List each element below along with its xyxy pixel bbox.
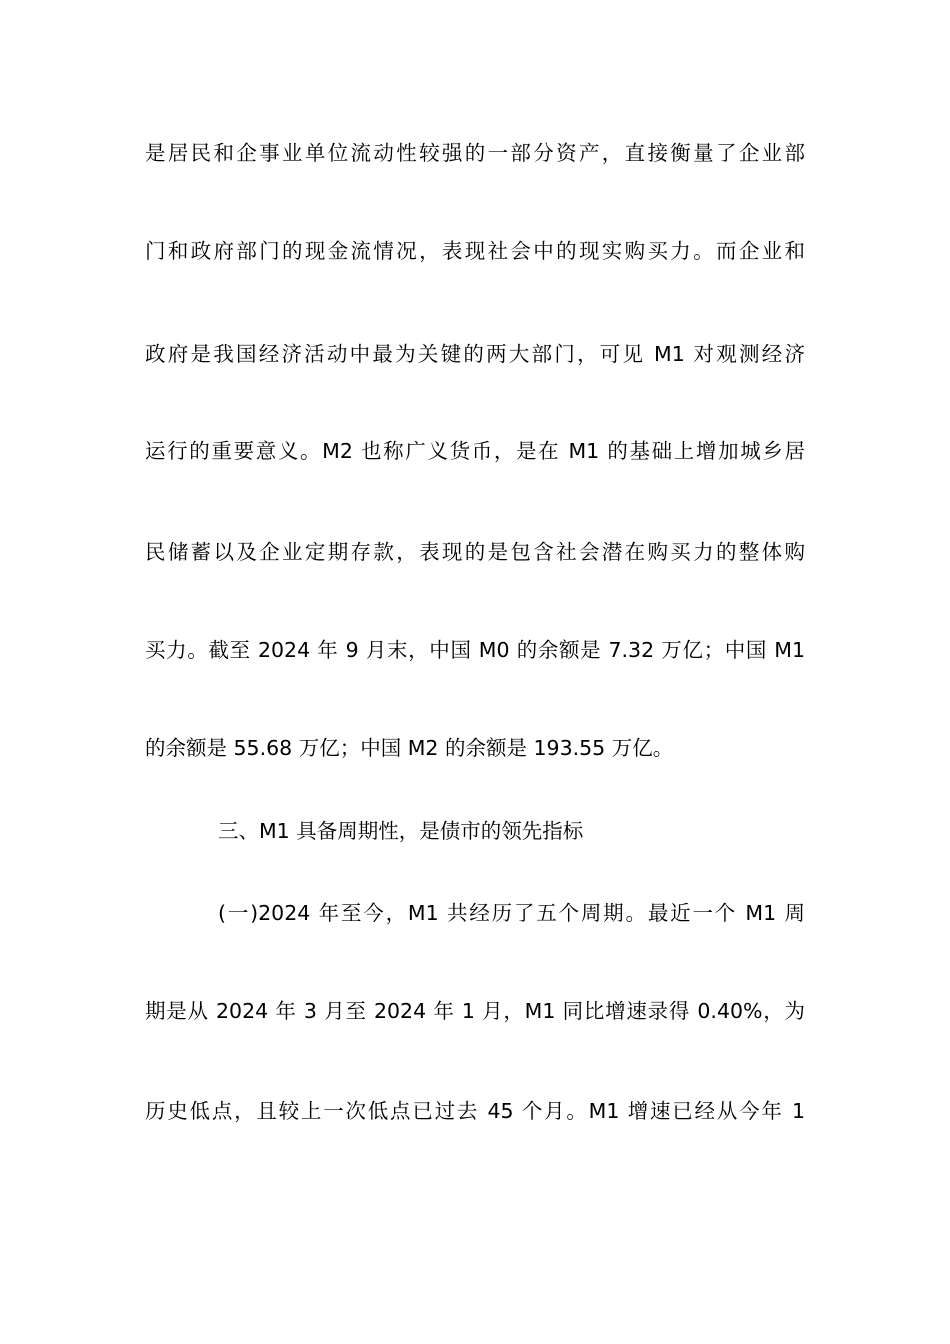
paragraph-line: 买力。截至 2024 年 9 月末，中国 M0 的余额是 7.32 万亿；中国 M1 (145, 638, 805, 662)
paragraph-line: 是居民和企事业单位流动性较强的一部分资产，直接衡量了企业部 (145, 141, 805, 165)
paragraph-line-last: 的余额是 55.68 万亿；中国 M2 的余额是 193.55 万亿。 (145, 736, 674, 760)
section-heading: 三、M1 具备周期性，是债市的领先指标 (218, 819, 584, 843)
paragraph-line: 历史低点，且较上一次低点已过去 45 个月。M1 增速已经从今年 1 (145, 1099, 805, 1123)
paragraph-line: 民储蓄以及企业定期存款，表现的是包含社会潜在购买力的整体购 (145, 540, 805, 564)
paragraph-line: 门和政府部门的现金流情况，表现社会中的现实购买力。而企业和 (145, 239, 805, 263)
paragraph-line: 期是从 2024 年 3 月至 2024 年 1 月，M1 同比增速录得 0.40%，为 (145, 999, 805, 1023)
paragraph-line-first: (一)2024 年至今，M1 共经历了五个周期。最近一个 M1 周 (218, 901, 805, 925)
paragraph-line: 政府是我国经济活动中最为关键的两大部门，可见 M1 对观测经济 (145, 342, 805, 366)
paragraph-line: 运行的重要意义。M2 也称广义货币，是在 M1 的基础上增加城乡居 (145, 439, 805, 463)
